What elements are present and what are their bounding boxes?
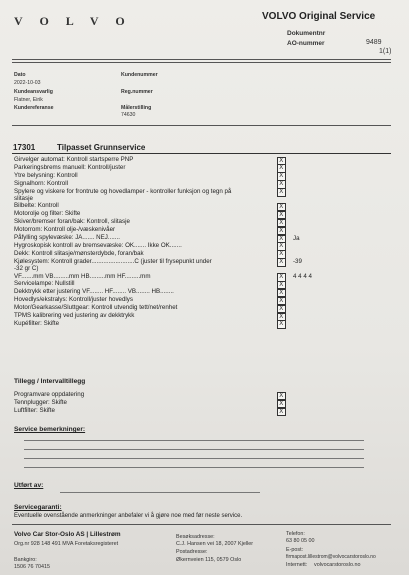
service-item-checkbox[interactable]: X [277,289,286,298]
service-item-checkbox[interactable]: X [277,211,286,220]
service-code: 17301 [13,143,36,152]
service-item-note: 4 4 4 4 [293,273,312,280]
service-item-label: Motor/Gearkasse/Sluttgear: Kontroll utvendig tett/net/renhet [14,304,178,312]
malerstilling-value: 74630 [121,112,136,118]
remarks-heading: Service bemerkninger: [14,426,86,433]
tillegg-heading: Tillegg / Intervalltillegg [14,378,86,385]
post-label: Postadresse: [176,549,208,555]
service-item-checkbox[interactable]: X [277,305,286,314]
service-item-checkbox[interactable]: X [277,227,286,236]
service-item-label-continued: slitasje [14,194,33,202]
service-item-label: Dekk: Kontroll slitasje/mønsterdybde, foran/bak [14,249,144,257]
service-item-checkbox[interactable]: X [277,297,286,306]
page-number: 1(1) [379,48,392,55]
service-item-label: Kjølesystem: Kontroll grader.........................C (juster til frysepunkt under [14,257,212,265]
kundeansvarlig-label: Kundeansvarlig [14,89,53,95]
kundeansvarlig-value: Flatner, Eirik [14,97,43,103]
phone-label: Telefon: [286,531,305,537]
service-item-checkbox[interactable]: X [277,258,286,267]
service-item-label: Motorrom: Kontroll olje-/væskenivåer [14,226,116,234]
header-divider-2 [12,62,391,63]
service-item-checkbox[interactable]: X [277,203,286,212]
org-number: Org.nr 928 148 491 MVA Foretaksregisteret [14,541,119,547]
service-item-label: Påfylling spylevæske: JA....... NEJ....... [14,234,120,241]
email-value: firmapost.lillestrom@volvocarstoroslo.no [286,554,376,560]
visit-value: C.J. Hansen vei 18, 2007 Kjeller [176,541,254,547]
service-item-label: Spylere og viskere for frontrute og hovedlamper - kontroller funksjon og tegn på [14,187,232,195]
remarks-line [24,440,364,441]
dato-value: 2022-10-03 [14,80,41,86]
service-item-label: Signalhorn: Kontroll [14,179,69,187]
service-item-checkbox[interactable]: X [277,219,286,228]
regnummer-label: Reg.nummer [121,89,153,95]
service-item-checkbox[interactable]: X [277,180,286,189]
malerstilling-label: Målerstilling [121,105,152,111]
footer-divider [12,524,391,525]
kundenummer-label: Kundenummer [121,72,158,78]
service-item-label: Parkeringsbrems manuell: Kontroll/juster [14,163,126,171]
bankgiro-label: Bankgiro: [14,557,37,563]
tillegg-item-checkbox[interactable]: X [277,400,286,409]
dato-label: Dato [14,72,26,78]
web-value: volvocarstoroslo.no [314,562,361,568]
service-item-label: Bilbelte: Kontroll [14,202,59,210]
tillegg-item-label: Tennplugger: Skifte [14,399,67,406]
document-title: VOLVO Original Service [262,11,376,22]
service-item-checkbox[interactable]: X [277,273,286,282]
tillegg-item-checkbox[interactable]: X [277,392,286,401]
service-item-note: Ja [293,234,300,242]
service-item-checkbox[interactable]: X [277,250,286,259]
service-item-label: Servicelampe: Nullstill [14,280,75,288]
email-label: E-post: [286,547,304,553]
signature-line [60,492,260,493]
dokumentnr-label: Dokumentnr [287,30,326,37]
remarks-line [24,449,364,450]
tillegg-item-checkbox[interactable]: X [277,408,286,417]
guarantee-heading: Servicegaranti: [14,504,62,511]
service-item-checkbox[interactable]: X [277,235,286,244]
company-name: Volvo Car Stor-Oslo AS | Lillestrøm [14,531,121,538]
remarks-line [24,458,364,459]
service-name: Tilpasset Grunnservice [57,143,146,152]
performed-heading: Utført av: [14,482,44,489]
post-value: Økernveien 115, 0579 Oslo [176,557,242,563]
kundereferanse-label: Kundereferanse [14,105,54,111]
service-item-checkbox[interactable]: X [277,313,286,322]
service-item-label: TPMS kalibrering ved justering av dekktrykk [14,312,135,319]
service-item-label: Girvelger automat: Kontroll startsperre PNP [14,156,134,163]
service-item-label: Skiver/bremser foran/bak: Kontroll, slitasje [14,218,130,226]
service-item-label: VF.......mm VB.........mm HB.........mm HF.........mm [14,272,151,280]
service-item-checkbox[interactable]: X [277,157,286,166]
ao-number-value: 9489 [366,39,382,46]
service-item-label: Hovedlys/ekstralys: Kontroll/juster hovedlys [14,296,133,304]
service-item-label: Hygroskopisk kontroll av bremsevæske: OK....... Ikke OK....... [14,241,182,249]
service-item-checkbox[interactable]: X [277,188,286,197]
bankgiro-value: 1506 76 70415 [14,564,50,570]
service-item-label-continued: -32 gr C) [14,264,39,272]
service-item-checkbox[interactable]: X [277,164,286,173]
header-divider [12,59,391,60]
tillegg-item-label: Programvare oppdatering [14,391,85,398]
service-item-checkbox[interactable]: X [277,320,286,329]
ao-number-label: AO-nummer [287,40,325,47]
service-item-checkbox[interactable]: X [277,281,286,290]
remarks-line [24,467,364,468]
volvo-logo: V O L V O [14,14,132,28]
service-item-checkbox[interactable]: X [277,172,286,181]
tillegg-item-label: Luftfilter: Skifte [14,407,55,414]
phone-value: 63 80 05 00 [286,538,315,544]
service-item-label: Dekktrykk etter justering VF........ HF........ VB........ HB........ [14,288,174,296]
guarantee-text: Eventuelle ovenstående anmerkninger anbefaler vi å gjøre noe med før neste service. [14,513,243,519]
service-item-label: Motorolje og filter: Skifte [14,210,81,218]
web-label: Internett: [286,562,308,568]
service-item-checkbox[interactable]: X [277,242,286,251]
service-item-label: Kupéfilter: Skifte [14,319,60,327]
service-item-label: Ytre belysning: Kontroll [14,171,78,179]
visit-label: Besøksadresse: [176,534,215,540]
info-divider [12,125,391,126]
service-divider [12,153,391,154]
service-item-note: -39 [293,258,302,266]
